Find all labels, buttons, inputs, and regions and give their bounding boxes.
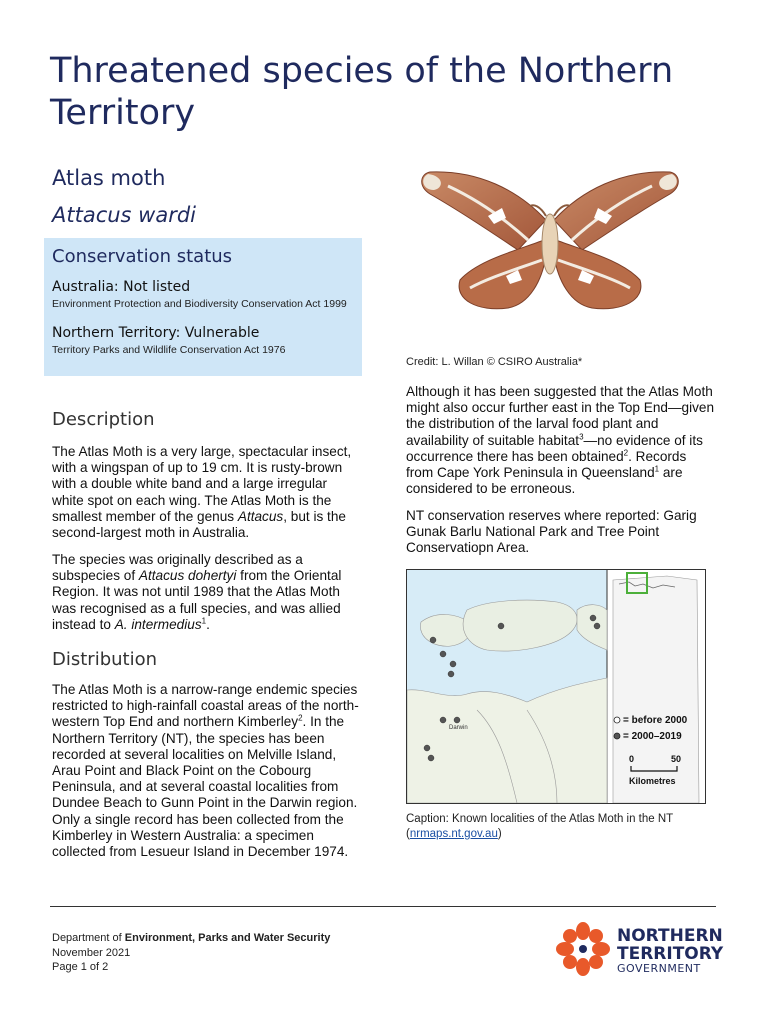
legend-before-2000: = before 2000 <box>623 715 688 726</box>
logo-text-northern: NORTHERN <box>617 926 723 946</box>
footer-department: Department of Environment, Parks and Water Security <box>52 932 331 944</box>
nrmaps-link[interactable]: nrmaps.nt.gov.au <box>409 828 498 840</box>
common-name: Atlas moth <box>52 166 166 190</box>
map-caption: Caption: Known localities of the Atlas Moth in the NT (nrmaps.nt.gov.au) <box>406 813 673 840</box>
nt-status: Northern Territory: Vulnerable <box>52 325 260 341</box>
footer-page: Page 1 of 2 <box>52 961 109 973</box>
scale-zero: 0 <box>629 754 635 764</box>
australia-status: Australia: Not listed <box>52 279 191 295</box>
footer-divider <box>50 906 716 907</box>
scale-unit: Kilometres <box>629 776 676 786</box>
distribution-heading: Distribution <box>52 649 158 670</box>
right-column-paragraph-1: Although it has been suggested that the Atlas Moth might also occur further east in the Top End—given the distribution of the larval food plant and availability of suitable habitat$^3$—no evidence of its occurrence there has been obtained$^2$. Records from Cape York Peninsula in Queensland$^1$ are considered to be erroneous. <box>406 384 715 497</box>
scale-fifty: 50 <box>671 754 682 764</box>
image-credit: Credit: L. Willan © CSIRO Australia* <box>406 356 583 368</box>
description-heading: Description <box>52 409 155 430</box>
scientific-name: Attacus wardi <box>52 203 197 227</box>
australia-act: Environment Protection and Biodiversity Conservation Act 1999 <box>52 298 347 310</box>
distribution-map <box>406 569 706 804</box>
conservation-status-box <box>44 238 362 376</box>
logo-text-government: GOVERNMENT <box>617 962 701 975</box>
footer-date: November 2021 <box>52 947 131 959</box>
legend-2000-2019: = 2000–2019 <box>623 731 682 742</box>
distribution-paragraph: The Atlas Moth is a narrow-range endemic species restricted to high-rainfall coastal areas of the north-western Top End and northern Kimberley$^2$. In the Northern Territory (NT), the species has been recorded at several localities on Melville Island, Arau Point and Black Point on the Cobourg Peninsula, and at several coastal localities from Dundee Beach to Gunn Point in the Darwin region. Only a single record has been collected from the Kimberley in Western Australia: a specimen collected from Lesueur Island in December 1974. <box>52 682 359 860</box>
place-darwin-label: Darwin <box>449 725 468 731</box>
description-paragraph-2: The species was originally described as a subspecies of Attacus dohertyi from the Oriental Region. It was not until 1989 that the Atlas Moth was recognised as a full species, and was allied instead to A. intermedius$^1$. <box>52 552 342 632</box>
page-title: Threatened species of the Northern Territory <box>50 51 674 133</box>
conservation-status-heading: Conservation status <box>52 246 233 267</box>
description-paragraph-1: The Atlas Moth is a very large, spectacular insect, with a wingspan of up to 19 cm. It is rusty-brown with a double white band and a large irregular white spot on each wing. The Atlas Moth is the smallest member of the genus Attacus, but is the second-largest moth in Australia. <box>52 444 352 541</box>
atlas-moth-image <box>418 160 682 318</box>
right-column-paragraph-2: NT conservation reserves where reported: Garig Gunak Barlu National Park and Tree Point Conservatiopn Area. <box>406 508 697 556</box>
nt-government-logo-mark <box>556 922 610 976</box>
nt-act: Territory Parks and Wildlife Conservation Act 1976 <box>52 344 286 356</box>
logo-text-territory: TERRITORY <box>617 944 724 964</box>
